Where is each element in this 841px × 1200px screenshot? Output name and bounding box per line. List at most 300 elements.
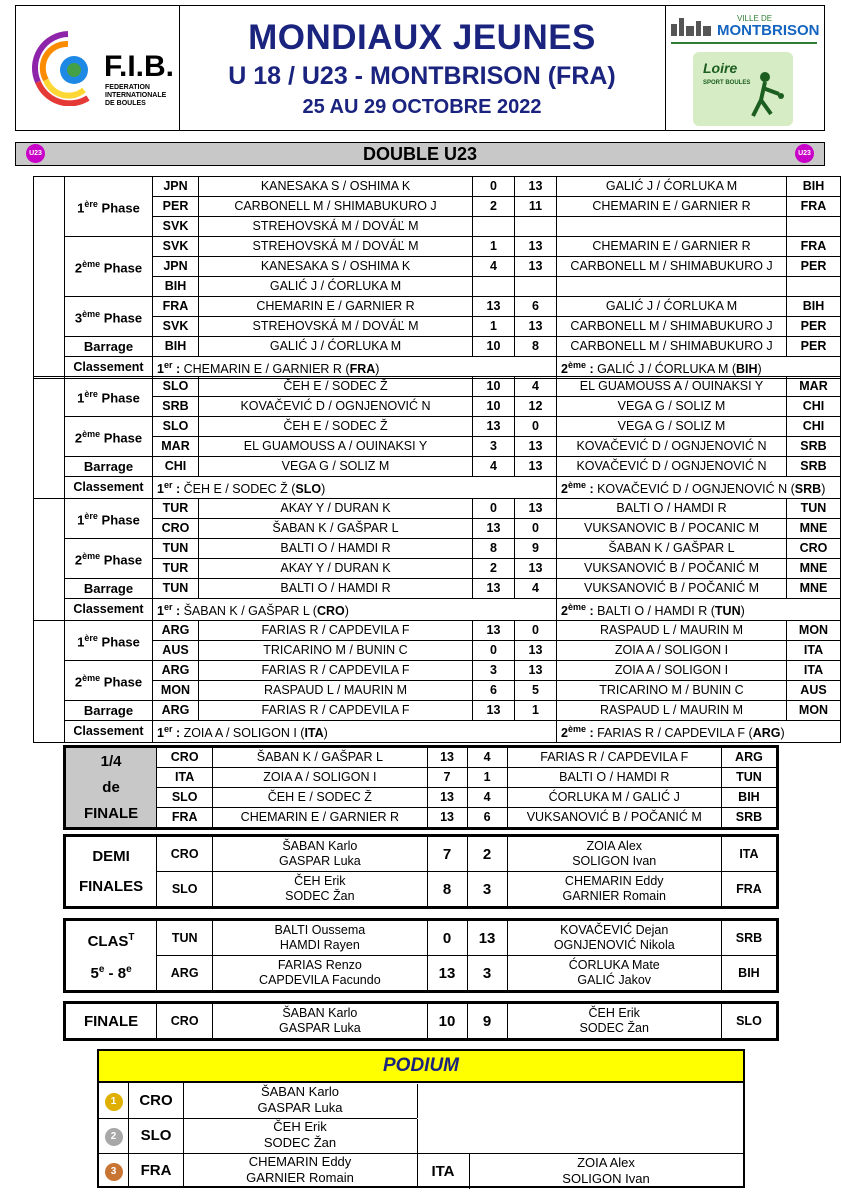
score: 13 — [515, 257, 557, 277]
first-place-team: CHEMARIN E / GARNIER R ( — [183, 362, 350, 377]
player-name: SODEC Žan — [285, 889, 355, 903]
team-players — [213, 956, 427, 992]
country-code: ARG — [153, 661, 199, 681]
second-place-team: KOVAČEVIĆ D / OGNJENOVIĆ N ( — [597, 482, 795, 497]
score: 2 — [473, 559, 515, 579]
phase-label: 3ème Phase — [65, 297, 153, 337]
team-name: ŠABAN K / GAŠPAR L — [557, 539, 787, 559]
pool-table — [33, 498, 841, 621]
player-name: ĆORLUKA Mate — [568, 958, 660, 972]
podium-players — [183, 1084, 418, 1118]
team-name: ŠABAN K / GAŠPAR L — [213, 747, 427, 768]
team-name: ČEH E / SODEC Ž — [213, 788, 427, 808]
country-code: SLO — [157, 872, 213, 908]
table-row — [34, 641, 841, 661]
score: 13 — [473, 579, 515, 599]
table-row — [34, 197, 841, 217]
country-code: TUN — [157, 920, 213, 956]
score: 13 — [467, 920, 507, 956]
loire-name: Loire — [703, 60, 738, 76]
country-code: SLO — [153, 417, 199, 437]
score: 1 — [515, 701, 557, 721]
phase-label: 1ère Phase — [65, 177, 153, 237]
team-name: VUKSANOVIĆ B / POČANIĆ M — [507, 808, 721, 829]
first-place-close: ) — [344, 604, 349, 619]
country-code: SRB — [721, 808, 777, 829]
country-code: BIH — [153, 277, 199, 297]
phase-label: Barrage — [65, 337, 153, 357]
fib-logo-cell — [16, 6, 180, 130]
fib-sub-1: FEDERATION — [105, 84, 150, 91]
country-code: MNE — [787, 519, 841, 539]
country-code: SRB — [153, 397, 199, 417]
team-name: ZOIA A / SOLIGON I — [557, 641, 787, 661]
team-name: TRICARINO M / BUNIN C — [199, 641, 473, 661]
team-name: CHEMARIN E / GARNIER R — [557, 237, 787, 257]
team-name: CHEMARIN E / GARNIER R — [557, 197, 787, 217]
score: 13 — [515, 437, 557, 457]
team-name: VUKSANOVIĆ B / POČANIĆ M — [557, 579, 787, 599]
table-row — [65, 747, 778, 768]
team-name: BALTI O / HAMDI R — [199, 539, 473, 559]
table-row — [34, 437, 841, 457]
team-name: ĆORLUKA M / GALIĆ J — [507, 788, 721, 808]
title-cell — [179, 6, 666, 130]
country-code: TUR — [153, 499, 199, 519]
country-code: FRA — [157, 808, 213, 829]
score: 4 — [467, 788, 507, 808]
table-row — [65, 788, 778, 808]
team-name: VEGA G / SOLIZ M — [557, 417, 787, 437]
classt-range-sup: e — [126, 963, 132, 975]
country-code: ARG — [153, 701, 199, 721]
team-name: BALTI O / HAMDI R — [557, 499, 787, 519]
section-bar — [15, 142, 825, 166]
classement-label: Classement — [65, 477, 153, 499]
loire-logo — [693, 52, 793, 126]
podium-players — [183, 1119, 418, 1153]
first-place-country: FRA — [349, 362, 376, 377]
country-code: SVK — [153, 317, 199, 337]
first-place — [153, 477, 557, 499]
score: 13 — [427, 808, 467, 829]
table-row — [34, 681, 841, 701]
country-code: FRA — [153, 297, 199, 317]
score — [515, 277, 557, 297]
team-name: STREHOVSKÁ M / DOVÁĽ M — [199, 317, 473, 337]
team-name: GALIĆ J / ĆORLUKA M — [557, 297, 787, 317]
second-place-team: FARIAS R / CAPDEVILA F ( — [597, 726, 753, 741]
player-name: GARNIER Romain — [562, 889, 666, 903]
fib-name: F.I.B. — [104, 50, 175, 83]
table-row — [34, 257, 841, 277]
player-name: FARIAS Renzo — [277, 958, 362, 972]
score: 1 — [473, 317, 515, 337]
player-name: BALTI Oussema — [274, 923, 366, 937]
player-name: OGNJENOVIĆ Nikola — [553, 938, 675, 952]
score: 13 — [427, 747, 467, 768]
score: 13 — [427, 788, 467, 808]
player-name: SOLIGON Ivan — [572, 854, 657, 868]
podium-box — [97, 1049, 745, 1188]
player-name: GASPAR Luka — [278, 854, 361, 868]
score: 3 — [467, 956, 507, 992]
table-row — [34, 417, 841, 437]
player-name: ŠABAN Karlo — [282, 839, 358, 853]
section-title: DOUBLE U23 — [362, 144, 478, 164]
team-name: CARBONELL M / SHIMABUKURO J — [557, 257, 787, 277]
phase-label: 2ème Phase — [65, 539, 153, 579]
score: 10 — [473, 377, 515, 397]
team-players — [507, 836, 721, 872]
date-title: 25 AU 29 OCTOBRE 2022 — [302, 96, 542, 118]
table-row — [34, 661, 841, 681]
table-row — [65, 920, 778, 956]
second-place-country: TUN — [714, 604, 741, 619]
team-name: FARIAS R / CAPDEVILA F — [199, 701, 473, 721]
score: 13 — [427, 956, 467, 992]
sub-title: U 18 / U23 - MONTBRISON (FRA) — [228, 62, 616, 90]
phase-ordinal-sup: ère — [84, 511, 98, 522]
country-code: FRA — [721, 872, 777, 908]
second-place-country: ARG — [752, 726, 781, 741]
loire-sub: SPORT BOULES — [703, 80, 751, 86]
score: 13 — [515, 641, 557, 661]
table-row — [34, 539, 841, 559]
country-code: BIH — [787, 177, 841, 197]
table-row — [65, 808, 778, 829]
montbrison-logo-cell — [665, 6, 824, 130]
quarter-label-line: 1/4 — [100, 752, 122, 770]
first-place-team: ZOIA A / SOLIGON I ( — [183, 726, 305, 741]
phase-label: 1ère Phase — [65, 499, 153, 539]
classt-label-line — [66, 956, 156, 988]
fib-sub-3: DE BOULES — [105, 100, 146, 107]
country-code: SVK — [153, 237, 199, 257]
first-place-prefix: 1er : — [157, 602, 184, 619]
country-code: FRA — [787, 197, 841, 217]
semi-final-label — [65, 836, 157, 908]
player-name: ŠABAN Karlo — [260, 1084, 340, 1099]
u23-badge-left: U23 — [26, 144, 45, 163]
country-code: BIH — [153, 337, 199, 357]
team-name: ŠABAN K / GAŠPAR L — [199, 519, 473, 539]
table-row — [34, 237, 841, 257]
team-name: VEGA G / SOLIZ M — [199, 457, 473, 477]
quarter-final-label — [65, 747, 157, 829]
pool-name — [34, 177, 65, 379]
first-place — [153, 721, 557, 743]
country-code: TUN — [153, 579, 199, 599]
team-players — [213, 1003, 427, 1040]
player-name: GALIĆ Jakov — [577, 973, 652, 987]
score: 4 — [467, 747, 507, 768]
country-code: MNE — [787, 559, 841, 579]
quarter-label-line: de — [102, 778, 120, 796]
country-code: SLO — [157, 788, 213, 808]
second-place-country: SRB — [794, 482, 822, 497]
team-players — [213, 872, 427, 908]
montbrison-skyline-icon — [669, 14, 713, 36]
country-code: ITA — [721, 836, 777, 872]
second-place-team: GALIĆ J / ĆORLUKA M ( — [597, 362, 736, 377]
country-code: SRB — [787, 457, 841, 477]
player-name: CAPDEVILA Facundo — [259, 973, 381, 987]
table-row — [65, 956, 778, 992]
podium-country: ITA — [417, 1154, 470, 1189]
pool-name — [34, 621, 65, 743]
final-table — [63, 1001, 779, 1041]
score: 6 — [467, 808, 507, 829]
score: 6 — [515, 297, 557, 317]
score: 0 — [473, 177, 515, 197]
phase-ordinal-sup: ème — [82, 259, 101, 270]
medal-icon: 3 — [105, 1163, 123, 1181]
team-name: ČEH E / SODEC Ž — [199, 377, 473, 397]
score: 1 — [467, 768, 507, 788]
team-name: BALTI O / HAMDI R — [507, 768, 721, 788]
score — [473, 217, 515, 237]
country-code: PER — [787, 337, 841, 357]
table-row — [34, 499, 841, 519]
phase-label: 2ème Phase — [65, 661, 153, 701]
classement-row — [34, 477, 841, 499]
main-title: MONDIAUX JEUNES — [248, 18, 596, 57]
country-code: PER — [787, 257, 841, 277]
table-row — [34, 621, 841, 641]
phase-ordinal-sup: ème — [82, 429, 101, 440]
score: 5 — [515, 681, 557, 701]
country-code — [787, 217, 841, 237]
table-row — [65, 768, 778, 788]
team-name: EL GUAMOUSS A / OUINAKSI Y — [557, 377, 787, 397]
country-code: TUN — [153, 539, 199, 559]
country-code: JPN — [153, 257, 199, 277]
table-row — [34, 297, 841, 317]
team-name: ZOIA A / SOLIGON I — [213, 768, 427, 788]
table-row — [34, 457, 841, 477]
team-name: VEGA G / SOLIZ M — [557, 397, 787, 417]
country-code: PER — [153, 197, 199, 217]
classement-row — [34, 721, 841, 743]
country-code: MON — [787, 621, 841, 641]
player-name: ZOIA Alex — [586, 839, 643, 853]
first-place-country: SLO — [295, 482, 322, 497]
score: 13 — [473, 417, 515, 437]
phase-label: 1ère Phase — [65, 377, 153, 417]
country-code: FRA — [787, 237, 841, 257]
table-row — [34, 559, 841, 579]
first-place — [153, 599, 557, 621]
team-name: TRICARINO M / BUNIN C — [557, 681, 787, 701]
medal-icon: 2 — [105, 1128, 123, 1146]
classement-label: Classement — [65, 721, 153, 743]
second-place-prefix: 2ème : — [561, 724, 598, 741]
country-code: CRO — [787, 539, 841, 559]
team-name — [557, 217, 787, 237]
country-code: SVK — [153, 217, 199, 237]
first-place-close: ) — [321, 482, 326, 497]
table-row — [34, 177, 841, 197]
classt-label: CLAS — [87, 932, 129, 950]
country-code: MON — [787, 701, 841, 721]
score: 13 — [515, 177, 557, 197]
team-name — [557, 277, 787, 297]
team-name: KOVAČEVIĆ D / OGNJENOVIĆ N — [557, 457, 787, 477]
player-name: ŠABAN Karlo — [282, 1006, 358, 1020]
player-name: GARNIER Romain — [246, 1170, 354, 1185]
table-row — [34, 337, 841, 357]
phase-label: 2ème Phase — [65, 417, 153, 457]
second-place-prefix: 2ème : — [561, 480, 598, 497]
phase-label: Barrage — [65, 579, 153, 599]
score: 12 — [515, 397, 557, 417]
team-name: AKAY Y / DURAN K — [199, 499, 473, 519]
score: 8 — [515, 337, 557, 357]
team-name: VUKSANOVIC B / POCANIC M — [557, 519, 787, 539]
score — [473, 277, 515, 297]
team-name: CHEMARIN E / GARNIER R — [199, 297, 473, 317]
team-name: KANESAKA S / OSHIMA K — [199, 177, 473, 197]
country-code: ITA — [787, 661, 841, 681]
phase-label: Barrage — [65, 701, 153, 721]
country-code: ARG — [153, 621, 199, 641]
player-name: CHEMARIN Eddy — [564, 874, 664, 888]
second-place-close: ) — [740, 604, 745, 619]
second-place-prefix: 2ème : — [561, 602, 598, 619]
team-name: ČEH E / SODEC Ž — [199, 417, 473, 437]
classement-label: Classement — [65, 599, 153, 621]
team-name: CARBONELL M / SHIMABUKURO J — [557, 337, 787, 357]
player-name: ČEH Erik — [588, 1006, 640, 1020]
pool-name — [34, 377, 65, 499]
team-name: FARIAS R / CAPDEVILA F — [199, 661, 473, 681]
team-name: GALIĆ J / ĆORLUKA M — [557, 177, 787, 197]
team-name: VUKSANOVIĆ B / POČANIĆ M — [557, 559, 787, 579]
phase-ordinal-sup: ère — [84, 389, 98, 400]
classement-5-8-table — [63, 918, 779, 993]
team-name: STREHOVSKÁ M / DOVÁĽ M — [199, 217, 473, 237]
score: 2 — [467, 836, 507, 872]
country-code: SLO — [153, 377, 199, 397]
second-place-close: ) — [757, 362, 762, 377]
city-ville: VILLE DE — [737, 14, 773, 23]
header-box — [15, 5, 825, 131]
second-place — [557, 599, 841, 621]
country-code: ITA — [157, 768, 213, 788]
first-place-team: ŠABAN K / GAŠPAR L ( — [183, 604, 317, 619]
score: 13 — [515, 457, 557, 477]
country-code: CHI — [153, 457, 199, 477]
podium-country: SLO — [129, 1118, 184, 1153]
country-code: SLO — [721, 1003, 777, 1040]
phase-label: 1ère Phase — [65, 621, 153, 661]
player-name: KOVAČEVIĆ Dejan — [560, 923, 669, 937]
pool-table — [33, 620, 841, 743]
team-name: STREHOVSKÁ M / DOVÁĽ M — [199, 237, 473, 257]
first-place-close: ) — [323, 726, 328, 741]
score: 8 — [473, 539, 515, 559]
medal-cell — [99, 1083, 129, 1118]
semi-final-table — [63, 834, 779, 909]
team-name: CHEMARIN E / GARNIER R — [213, 808, 427, 829]
second-place-close: ) — [821, 482, 826, 497]
podium-title: PODIUM — [99, 1051, 743, 1083]
first-place-country: CRO — [316, 604, 345, 619]
country-code: AUS — [153, 641, 199, 661]
u23-badge-right: U23 — [795, 144, 814, 163]
second-place — [557, 721, 841, 743]
podium-third-extra — [417, 1153, 743, 1189]
table-row — [34, 519, 841, 539]
quarter-label-line: FINALE — [83, 804, 139, 822]
score: 3 — [467, 872, 507, 908]
score: 13 — [515, 499, 557, 519]
score: 13 — [473, 701, 515, 721]
score: 13 — [515, 317, 557, 337]
first-place-prefix: 1er : — [157, 480, 184, 497]
first-place-country: ITA — [304, 726, 324, 741]
team-name: GALIĆ J / ĆORLUKA M — [199, 277, 473, 297]
player-name: GASPAR Luka — [278, 1021, 361, 1035]
classt-label-line — [66, 924, 156, 956]
score: 10 — [473, 337, 515, 357]
semi-label-line: FINALES — [78, 877, 144, 895]
phase-ordinal-sup: ème — [82, 673, 101, 684]
phase-ordinal-sup: ème — [82, 309, 101, 320]
classt-label-sup: T — [128, 931, 135, 943]
first-place-team: ČEH E / SODEC Ž ( — [183, 482, 296, 497]
classt-range-sup: e — [98, 963, 105, 975]
team-name: KOVAČEVIĆ D / OGNJENOVIĆ N — [557, 437, 787, 457]
score: 7 — [427, 768, 467, 788]
fib-sub-2: INTERNATIONALE — [105, 92, 167, 99]
country-code: AUS — [787, 681, 841, 701]
team-name: CARBONELL M / SHIMABUKURO J — [199, 197, 473, 217]
score: 0 — [473, 499, 515, 519]
team-players — [507, 872, 721, 908]
country-code: ARG — [157, 956, 213, 992]
country-code: TUN — [787, 499, 841, 519]
country-code: MAR — [153, 437, 199, 457]
score: 9 — [515, 539, 557, 559]
player-name: ČEH Erik — [294, 874, 346, 888]
player-name: GASPAR Luka — [257, 1100, 343, 1115]
country-code: CRO — [153, 519, 199, 539]
podium-row — [99, 1118, 417, 1154]
podium-players — [183, 1154, 418, 1188]
team-players — [213, 920, 427, 956]
score: 7 — [427, 836, 467, 872]
first-place-close: ) — [375, 362, 380, 377]
team-name: ZOIA A / SOLIGON I — [557, 661, 787, 681]
team-name: GALIĆ J / ĆORLUKA M — [199, 337, 473, 357]
score: 4 — [515, 579, 557, 599]
score: 0 — [515, 621, 557, 641]
team-name: KOVAČEVIĆ D / OGNJENOVIĆ N — [199, 397, 473, 417]
score: 9 — [467, 1003, 507, 1040]
table-row — [34, 701, 841, 721]
medal-cell — [99, 1153, 129, 1188]
second-place-team: BALTI O / HAMDI R ( — [597, 604, 715, 619]
score — [515, 217, 557, 237]
score: 13 — [473, 297, 515, 317]
second-place-prefix: 2ème : — [561, 360, 598, 377]
podium-row — [99, 1153, 417, 1188]
country-code: SRB — [721, 920, 777, 956]
table-row — [65, 1003, 778, 1040]
second-place-country: BIH — [736, 362, 758, 377]
